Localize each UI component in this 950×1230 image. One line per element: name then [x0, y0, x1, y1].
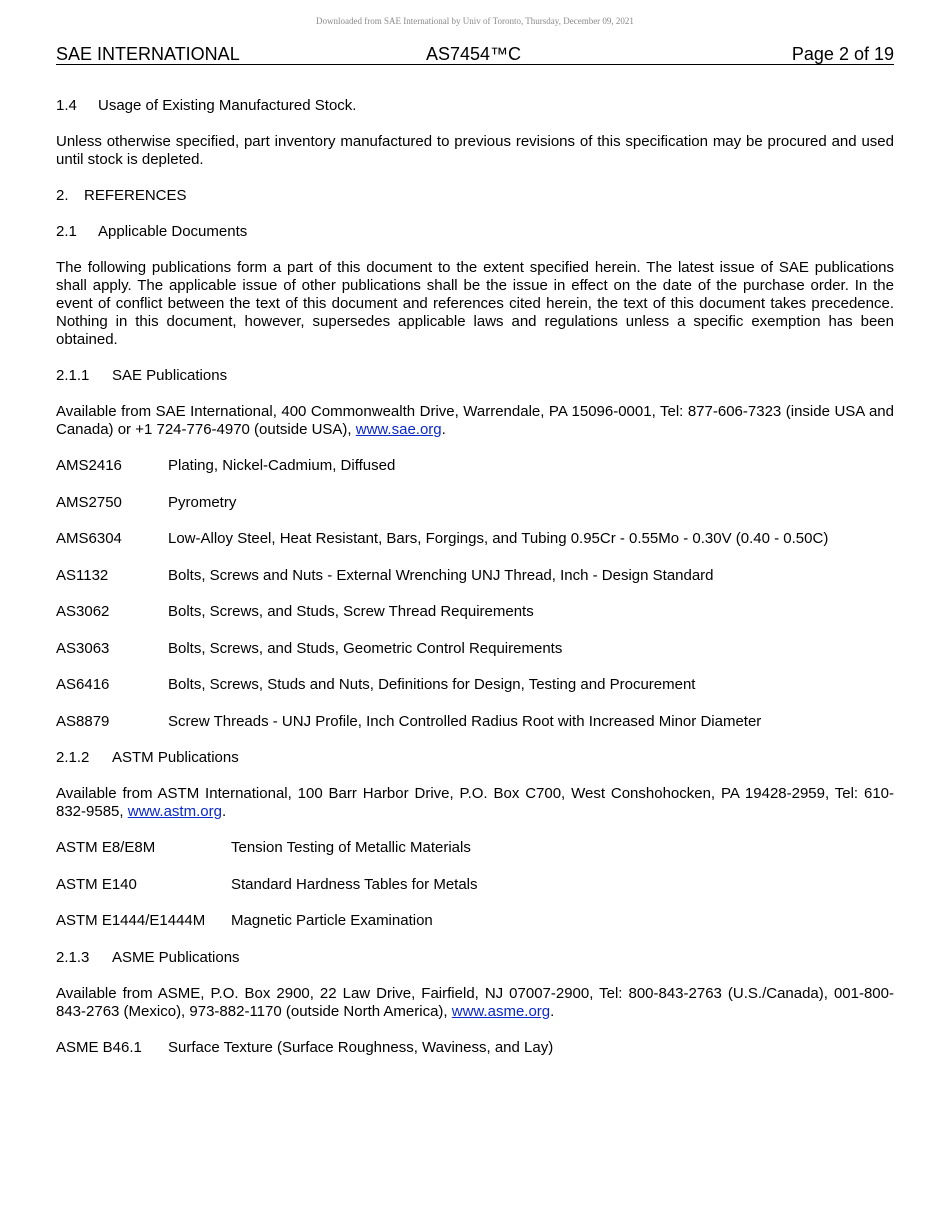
availability-text: Available from SAE International, 400 Commonwealth Drive, Warrendale, PA 15096-0001, Tel: 877-606-7323 (inside USA and Canada) or +1 724-776-4970 (outside USA),: [56, 403, 894, 438]
document-number: AS7454™C: [426, 44, 522, 64]
reference-title: Pyrometry: [168, 493, 237, 511]
reference-title: Tension Testing of Metallic Materials: [231, 839, 471, 856]
reference-code: ASME B46.1: [56, 1038, 142, 1056]
paragraph-astm-availability: [56, 785, 894, 821]
period: .: [441, 421, 446, 438]
section-number: 1.4: [56, 97, 77, 114]
section-number: 2.1.2: [56, 749, 90, 766]
publisher-name: SAE INTERNATIONAL: [56, 44, 240, 64]
section-heading-2: [56, 187, 894, 205]
reference-row: [56, 839, 894, 857]
reference-row: [56, 640, 894, 658]
reference-code: AMS6304: [56, 530, 122, 547]
paragraph-asme-availability: [56, 985, 894, 1021]
availability-text: Available from ASME, P.O. Box 2900, 22 Law Drive, Fairfield, NJ 07007-2900, Tel: 800-843-2763 (U.S./Canada), 001-800-843-2763 (Mexico), 973-882-1170 (outside North America),: [56, 984, 894, 1020]
section-title: REFERENCES: [84, 187, 187, 204]
section-number: 2.: [56, 187, 69, 204]
reference-row: [56, 912, 894, 930]
section-title: SAE Publications: [112, 367, 228, 384]
period: .: [550, 1002, 555, 1020]
page-number: Page 2 of 19: [791, 44, 894, 64]
section-number: 2.1: [56, 223, 77, 240]
reference-code: AS8879: [56, 712, 110, 730]
section-heading-2-1: [56, 223, 894, 241]
reference-code: AS3063: [56, 639, 110, 657]
reference-title: Surface Texture (Surface Roughness, Waviness, and Lay): [168, 1038, 554, 1056]
reference-row: [56, 676, 894, 694]
reference-title: Screw Threads - UNJ Profile, Inch Controlled Radius Root with Increased Minor Diameter: [168, 712, 762, 730]
section-title: ASME Publications: [112, 948, 240, 966]
astm-reference-list: [56, 839, 894, 930]
reference-title: Low-Alloy Steel, Heat Resistant, Bars, Forgings, and Tubing 0.95Cr - 0.55Mo - 0.30V (0.40 - 0.50C): [168, 530, 829, 547]
period: .: [221, 803, 227, 820]
reference-row: [56, 494, 894, 512]
reference-row: [56, 457, 894, 475]
section-heading-2-1-3: [56, 949, 894, 967]
reference-code: ASTM E1444/E1444M: [56, 912, 206, 929]
section-number: 2.1.3: [56, 948, 90, 966]
reference-code: ASTM E140: [56, 875, 137, 893]
paragraph-sae-availability: [56, 403, 894, 439]
section-heading-2-1-2: [56, 749, 894, 767]
reference-code: AS1132: [56, 566, 109, 584]
reference-code: AMS2750: [56, 493, 122, 511]
asme-website-link[interactable]: www.asme.org: [451, 1002, 551, 1020]
reference-row: [56, 713, 894, 731]
reference-row: [56, 567, 894, 585]
reference-code: AS3062: [56, 603, 110, 620]
reference-row: [56, 1039, 894, 1057]
sae-website-link[interactable]: www.sae.org: [355, 421, 442, 438]
reference-title: Plating, Nickel-Cadmium, Diffused: [168, 457, 396, 474]
reference-title: Bolts, Screws, and Studs, Geometric Control Requirements: [168, 639, 563, 657]
reference-title: Magnetic Particle Examination: [231, 912, 433, 929]
section-heading-2-1-1: [56, 367, 894, 385]
download-watermark: Downloaded from SAE International by Univ of Toronto, Thursday, December 09, 2021: [316, 16, 634, 26]
section-title: Applicable Documents: [98, 223, 248, 240]
reference-title: Bolts, Screws and Nuts - External Wrenching UNJ Thread, Inch - Design Standard: [168, 566, 714, 584]
reference-title: Standard Hardness Tables for Metals: [231, 875, 478, 893]
reference-code: ASTM E8/E8M: [56, 839, 156, 856]
section-heading-1-4: [56, 97, 894, 115]
reference-title: Bolts, Screws, and Studs, Screw Thread Requirements: [168, 603, 534, 620]
reference-code: AS6416: [56, 676, 110, 693]
reference-row: [56, 603, 894, 621]
reference-row: [56, 876, 894, 894]
reference-row: [56, 530, 894, 548]
paragraph-applicable-documents: The following publications form a part of this document to the extent specified herein. The latest issue of SAE publications shall apply. The applicable issue of other publications shall be the issue in effect on the date of the purchase order. In the event of conflict between the text of this document and references cited herein, the text of this document takes precedence. Nothing in this document, however, supersedes applicable laws and regulations unless a specific exemption has been obtained.: [56, 259, 894, 348]
sae-reference-list: [56, 457, 894, 731]
paragraph-stock-usage: Unless otherwise specified, part inventory manufactured to previous revisions of this specification may be procured and used until stock is depleted.: [56, 133, 894, 168]
astm-website-link[interactable]: www.astm.org: [127, 803, 222, 820]
section-title: Usage of Existing Manufactured Stock.: [98, 97, 357, 114]
document-body: [56, 97, 894, 1075]
section-number: 2.1.1: [56, 367, 90, 384]
asme-reference-list: [56, 1039, 894, 1057]
availability-text: Available from ASTM International, 100 Barr Harbor Drive, P.O. Box C700, West Conshohocken, PA 19428-2959, Tel: 610-832-9585,: [56, 785, 894, 820]
reference-title: Bolts, Screws, Studs and Nuts, Definitions for Design, Testing and Procurement: [168, 676, 696, 693]
page-header: [56, 44, 894, 65]
section-title: ASTM Publications: [112, 749, 239, 766]
reference-code: AMS2416: [56, 457, 122, 474]
